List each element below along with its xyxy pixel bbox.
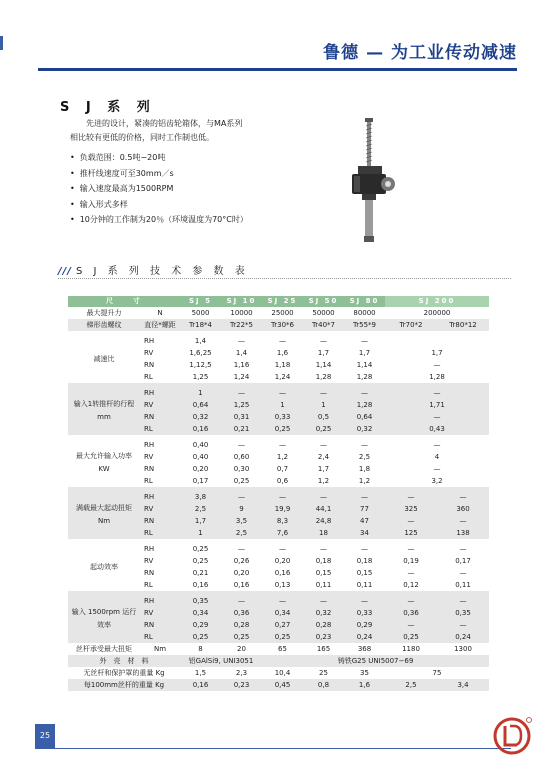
sub-label: RV xyxy=(140,399,180,411)
cell: 0,40 xyxy=(180,451,221,463)
cell: 0,7 xyxy=(262,463,303,475)
cell: 19,9 xyxy=(262,503,303,515)
header-model: SJ 50 xyxy=(303,296,344,307)
cell: 0,19 xyxy=(385,555,437,567)
cell: 0,32 xyxy=(344,423,385,435)
cell: 0,32 xyxy=(180,411,221,423)
cell: 0,12 xyxy=(385,579,437,591)
cell: 0,64 xyxy=(344,411,385,423)
cell: 0,31 xyxy=(221,411,262,423)
intro-line-2: 相比较有更低的价格，同时工作制也低。 xyxy=(70,133,214,142)
cell: Tr22*5 xyxy=(221,319,262,331)
cell: 20 xyxy=(221,643,262,655)
intro-line-1: 先进的设计，紧凑的铝齿轮箱体，与MA系列 xyxy=(86,119,243,128)
cell: 1,24 xyxy=(262,371,303,383)
table-row xyxy=(68,487,489,503)
cell: — xyxy=(437,619,489,631)
screw-jack-product-image xyxy=(340,118,400,243)
cell: 0,24 xyxy=(437,631,489,643)
cell: 0,23 xyxy=(303,631,344,643)
cell: 0,23 xyxy=(221,679,262,691)
cell: — xyxy=(344,539,385,555)
cell: 1180 xyxy=(385,643,437,655)
cell: 0,35 xyxy=(437,607,489,619)
cell: 0,25 xyxy=(262,423,303,435)
cell: 3,4 xyxy=(437,679,489,691)
cell: 1 xyxy=(180,527,221,539)
cell: — xyxy=(385,383,489,399)
sub-label: RH xyxy=(140,539,180,555)
spec-table xyxy=(68,296,489,691)
cell: 25000 xyxy=(262,307,303,319)
cell: 0,36 xyxy=(385,607,437,619)
sub-label: RH xyxy=(140,591,180,607)
cell: Tr55*9 xyxy=(344,319,385,331)
feature-list xyxy=(70,150,248,228)
cell: — xyxy=(385,515,437,527)
cell: 9 xyxy=(221,503,262,515)
cell: 0,64 xyxy=(180,399,221,411)
cell: 0,13 xyxy=(262,579,303,591)
page-number: 25 xyxy=(35,724,55,748)
row-unit: N xyxy=(140,307,180,319)
cell: 0,26 xyxy=(221,555,262,567)
cell: 77 xyxy=(344,503,385,515)
group-label-torque: 满载最大起动扭矩 Nm xyxy=(68,487,140,539)
cell: Tr40*7 xyxy=(303,319,344,331)
cell: 0,45 xyxy=(262,679,303,691)
cell: 1 xyxy=(303,399,344,411)
cell: 4 xyxy=(385,451,489,463)
cell: 1,71 xyxy=(385,399,489,411)
cell: — xyxy=(437,591,489,607)
cell: 0,20 xyxy=(180,463,221,475)
cell: — xyxy=(344,435,385,451)
cell: 0,18 xyxy=(303,555,344,567)
cell: 0,11 xyxy=(437,579,489,591)
cell: 0,16 xyxy=(180,423,221,435)
footer-rule xyxy=(35,748,511,749)
cell: 0,60 xyxy=(221,451,262,463)
cell: 1,28 xyxy=(344,399,385,411)
cell: 0,28 xyxy=(221,619,262,631)
cell: 2,4 xyxy=(303,451,344,463)
cell: — xyxy=(385,463,489,475)
cell: 75 xyxy=(385,667,489,679)
sub-label: RV xyxy=(140,555,180,567)
cell: — xyxy=(385,435,489,451)
cell xyxy=(385,331,489,347)
header-model: SJ 25 xyxy=(262,296,303,307)
cell: 0,20 xyxy=(262,555,303,567)
row-label: 梯形齿螺纹 xyxy=(68,319,140,331)
cell: 25 xyxy=(303,667,344,679)
cell: 0,21 xyxy=(221,423,262,435)
cell: 0,18 xyxy=(344,555,385,567)
heading-slashes: /// xyxy=(58,266,72,277)
cell: 2,5 xyxy=(385,679,437,691)
cell: 1,14 xyxy=(344,359,385,371)
cell: 0,15 xyxy=(344,567,385,579)
sub-label: RN xyxy=(140,359,180,371)
cell: 1,7 xyxy=(303,463,344,475)
intro-text xyxy=(70,117,300,145)
cell: 3,5 xyxy=(221,515,262,527)
table-row xyxy=(68,435,489,451)
cell: 1,12,5 xyxy=(180,359,221,371)
cell: — xyxy=(303,591,344,607)
cell: 0,21 xyxy=(180,567,221,579)
cell: 0,16 xyxy=(221,579,262,591)
header-model: SJ 5 xyxy=(180,296,221,307)
sub-label: RL xyxy=(140,527,180,539)
cell: — xyxy=(303,435,344,451)
cell: 0,40 xyxy=(180,435,221,451)
cell: Tr80*12 xyxy=(437,319,489,331)
cell: — xyxy=(385,411,489,423)
cell: — xyxy=(303,383,344,399)
cell: Tr18*4 xyxy=(180,319,221,331)
cell: 0,25 xyxy=(180,631,221,643)
series-title: S J 系 列 xyxy=(60,100,156,115)
cell: — xyxy=(437,515,489,527)
company-logo-icon xyxy=(492,716,532,756)
cell: 1,25 xyxy=(221,399,262,411)
cell: 360 xyxy=(437,503,489,515)
cell: — xyxy=(262,383,303,399)
cell: 0,43 xyxy=(385,423,489,435)
cell: 0,34 xyxy=(180,607,221,619)
sub-label: RH xyxy=(140,487,180,503)
cell: 10,4 xyxy=(262,667,303,679)
cell: — xyxy=(221,383,262,399)
group-label-ratio: 减速比 xyxy=(68,331,140,383)
cell: — xyxy=(344,383,385,399)
cell: 8 xyxy=(180,643,221,655)
cell: 0,27 xyxy=(262,619,303,631)
brand-slogan: 鲁德 — 为工业传动减速 xyxy=(323,43,517,63)
cell: 1,16 xyxy=(221,359,262,371)
cell: — xyxy=(262,331,303,347)
cell: 1,6 xyxy=(344,679,385,691)
row-label: 最大提升力 xyxy=(68,307,140,319)
row-unit: Nm xyxy=(140,643,180,655)
row-label: 每100mm丝杆的重量 Kg xyxy=(68,679,180,691)
cell: 1,7 xyxy=(303,347,344,359)
sub-label: RL xyxy=(140,579,180,591)
cell: — xyxy=(303,539,344,555)
cell: 0,17 xyxy=(180,475,221,487)
cell: — xyxy=(385,619,437,631)
cell: 1 xyxy=(180,383,221,399)
cell: 1,6,25 xyxy=(180,347,221,359)
table-row-lift xyxy=(68,307,489,319)
cell: — xyxy=(221,331,262,347)
table-row-screw xyxy=(68,319,489,331)
cell: — xyxy=(344,591,385,607)
cell: 5000 xyxy=(180,307,221,319)
row-label: 丝杆承受最大扭矩 xyxy=(68,643,140,655)
cell: 0,25 xyxy=(385,631,437,643)
cell: 1300 xyxy=(437,643,489,655)
table-row xyxy=(68,539,489,555)
cell: 1,8 xyxy=(344,463,385,475)
cell: — xyxy=(262,539,303,555)
cell: — xyxy=(221,539,262,555)
header-size: 尺 寸 xyxy=(68,296,180,307)
table-row-housing xyxy=(68,655,489,667)
feature-item: • 推杆线速度可至30mm／s xyxy=(70,166,248,182)
feature-item: • 10分钟的工作制为20％（环境温度为70°C时） xyxy=(70,212,248,228)
cell: 1,4 xyxy=(221,347,262,359)
sub-label: RV xyxy=(140,347,180,359)
cell: 0,25 xyxy=(221,631,262,643)
sub-label: RL xyxy=(140,371,180,383)
cell: Tr70*2 xyxy=(385,319,437,331)
feature-item: • 负载范围：0.5吨−20吨 xyxy=(70,150,248,166)
cell: 1,28 xyxy=(385,371,489,383)
left-edge-marker xyxy=(0,36,3,50)
cell: 铝GAlSi9, UNI3051 xyxy=(180,655,262,667)
sub-label: RL xyxy=(140,631,180,643)
section-divider xyxy=(58,278,511,279)
cell: 1,28 xyxy=(344,371,385,383)
cell: 2,3 xyxy=(221,667,262,679)
cell: 0,25 xyxy=(180,555,221,567)
sub-label: RN xyxy=(140,567,180,579)
sub-label: RN xyxy=(140,515,180,527)
table-row-weight-100mm xyxy=(68,679,489,691)
cell: 0,11 xyxy=(344,579,385,591)
cell: 0,24 xyxy=(344,631,385,643)
header-model: SJ 80 xyxy=(344,296,385,307)
cell: 44,1 xyxy=(303,503,344,515)
cell: — xyxy=(344,331,385,347)
header-rule xyxy=(38,68,517,71)
cell: 18 xyxy=(303,527,344,539)
row-label: 外 壳 材 料 xyxy=(68,655,180,667)
cell: 65 xyxy=(262,643,303,655)
cell: 1,6 xyxy=(262,347,303,359)
cell: 0,36 xyxy=(221,607,262,619)
cell: 0,29 xyxy=(180,619,221,631)
row-label: 无丝杆和保护罩的重量 Kg xyxy=(68,667,180,679)
group-label-power: 最大允许输入功率 KW xyxy=(68,435,140,487)
cell: 1,2 xyxy=(303,475,344,487)
cell: — xyxy=(221,435,262,451)
cell: 10000 xyxy=(221,307,262,319)
cell: 0,32 xyxy=(303,607,344,619)
cell: 0,15 xyxy=(303,567,344,579)
cell: — xyxy=(262,591,303,607)
table-header-row xyxy=(68,296,489,307)
sub-label: RN xyxy=(140,463,180,475)
cell: 0,6 xyxy=(262,475,303,487)
cell: 2,5 xyxy=(221,527,262,539)
cell: 0,33 xyxy=(262,411,303,423)
sub-label: RN xyxy=(140,619,180,631)
table-section-heading xyxy=(58,262,249,277)
table-row xyxy=(68,591,489,607)
cell: — xyxy=(344,487,385,503)
cell: — xyxy=(437,567,489,579)
header-model: SJ 200 xyxy=(385,296,489,307)
cell: 0,16 xyxy=(262,567,303,579)
cell: 1,2 xyxy=(344,475,385,487)
cell: 165 xyxy=(303,643,344,655)
cell: 0,25 xyxy=(262,631,303,643)
cell: 0,34 xyxy=(262,607,303,619)
cell: 1,7 xyxy=(344,347,385,359)
cell: — xyxy=(385,487,437,503)
sub-label: RH xyxy=(140,435,180,451)
cell: 8,3 xyxy=(262,515,303,527)
sub-label: RV xyxy=(140,503,180,515)
cell: 125 xyxy=(385,527,437,539)
cell: 0,25 xyxy=(180,539,221,555)
cell: 2,5 xyxy=(344,451,385,463)
cell: 325 xyxy=(385,503,437,515)
cell: 24,8 xyxy=(303,515,344,527)
cell: 1,2 xyxy=(262,451,303,463)
cell: — xyxy=(437,487,489,503)
sub-label: RL xyxy=(140,475,180,487)
sub-label: RV xyxy=(140,451,180,463)
cell: 80000 xyxy=(344,307,385,319)
cell: 50000 xyxy=(303,307,344,319)
cell: 1,7 xyxy=(180,515,221,527)
header-model: SJ 10 xyxy=(221,296,262,307)
table-row-max-torque xyxy=(68,643,489,655)
sub-label: RH xyxy=(140,383,180,399)
cell: 铸铁G25 UNI5007−69 xyxy=(262,655,489,667)
cell: — xyxy=(385,591,437,607)
cell: — xyxy=(385,539,437,555)
cell: 3,8 xyxy=(180,487,221,503)
cell: 0,25 xyxy=(303,423,344,435)
cell: 0,25 xyxy=(221,475,262,487)
table-row-weight xyxy=(68,667,489,679)
cell: — xyxy=(221,487,262,503)
cell: 0,8 xyxy=(303,679,344,691)
group-label-travel: 输入1转推杆的行程 mm xyxy=(68,383,140,435)
cell: Tr30*6 xyxy=(262,319,303,331)
feature-item: • 输入形式多样 xyxy=(70,197,248,213)
cell: 47 xyxy=(344,515,385,527)
cell: 0,33 xyxy=(344,607,385,619)
sub-label: RN xyxy=(140,411,180,423)
cell: 1,5 xyxy=(180,667,221,679)
cell: 34 xyxy=(344,527,385,539)
feature-item: • 输入速度最高为1500RPM xyxy=(70,181,248,197)
row-unit: 直径*螺距 xyxy=(140,319,180,331)
sub-label: RL xyxy=(140,423,180,435)
table-section-title: S J 系 列 技 术 参 数 表 xyxy=(75,266,249,277)
sub-label: RV xyxy=(140,607,180,619)
cell: 0,28 xyxy=(303,619,344,631)
cell: 2,5 xyxy=(180,503,221,515)
cell: — xyxy=(262,487,303,503)
cell: — xyxy=(303,487,344,503)
cell: 0,5 xyxy=(303,411,344,423)
cell: 1,25 xyxy=(180,371,221,383)
cell: 0,30 xyxy=(221,463,262,475)
table-row xyxy=(68,331,489,347)
group-label-run-eff: 输入 1500rpm 运行效率 xyxy=(68,591,140,643)
cell: 0,11 xyxy=(303,579,344,591)
cell: 1,4 xyxy=(180,331,221,347)
cell: 368 xyxy=(344,643,385,655)
cell: 138 xyxy=(437,527,489,539)
cell: 0,16 xyxy=(180,579,221,591)
group-label-start-eff: 起动效率 xyxy=(68,539,140,591)
cell: — xyxy=(303,331,344,347)
cell: — xyxy=(221,591,262,607)
cell: 1,24 xyxy=(221,371,262,383)
cell: 0,16 xyxy=(180,679,221,691)
cell: 0,29 xyxy=(344,619,385,631)
cell: 1,18 xyxy=(262,359,303,371)
cell: 7,6 xyxy=(262,527,303,539)
cell: 1,14 xyxy=(303,359,344,371)
cell: — xyxy=(262,435,303,451)
cell: 35 xyxy=(344,667,385,679)
cell: — xyxy=(437,539,489,555)
cell: 1,7 xyxy=(385,347,489,359)
cell: 1,28 xyxy=(303,371,344,383)
cell: 0,17 xyxy=(437,555,489,567)
cell: — xyxy=(385,567,437,579)
cell: 1 xyxy=(262,399,303,411)
cell: — xyxy=(385,359,489,371)
table-row xyxy=(68,383,489,399)
cell: 0,35 xyxy=(180,591,221,607)
cell: 0,20 xyxy=(221,567,262,579)
sub-label: RH xyxy=(140,331,180,347)
cell: 3,2 xyxy=(385,475,489,487)
cell: 200000 xyxy=(385,307,489,319)
